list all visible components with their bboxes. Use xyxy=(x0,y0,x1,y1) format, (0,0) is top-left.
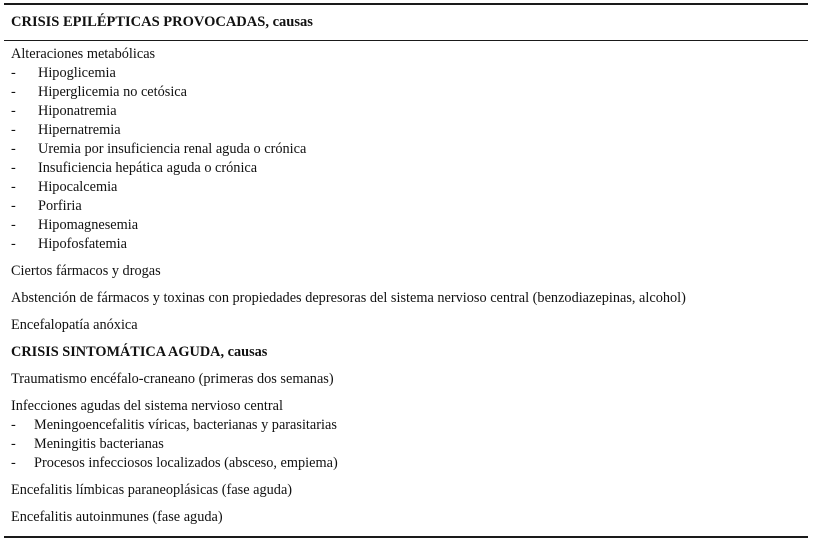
list-item xyxy=(11,64,808,83)
withdrawal-row: Abstención de fármacos y toxinas con propiedades depresoras del sistema nervioso central (benzodiazepinas, alcohol) xyxy=(11,290,686,306)
dash-bullet: - xyxy=(11,160,16,176)
list-item xyxy=(11,235,808,254)
list-item-text: Hipernatremia xyxy=(38,122,121,138)
dash-bullet: - xyxy=(11,436,16,452)
list-item xyxy=(11,216,808,235)
metabolic-list xyxy=(11,64,808,254)
list-item-text: Meningitis bacterianas xyxy=(34,436,164,452)
dash-bullet: - xyxy=(11,198,16,214)
table-header: CRISIS EPILÉPTICAS PROVOCADAS, causas xyxy=(11,14,313,30)
autoimmune-row: Encefalitis autoinmunes (fase aguda) xyxy=(11,509,223,525)
table-body xyxy=(4,41,808,536)
list-item xyxy=(11,197,808,216)
list-item-text: Hipocalcemia xyxy=(38,179,118,195)
dash-bullet: - xyxy=(11,84,16,100)
infections-label: Infecciones agudas del sistema nervioso central xyxy=(11,398,283,414)
dash-bullet: - xyxy=(11,217,16,233)
list-item-text: Uremia por insuficiencia renal aguda o crónica xyxy=(38,141,307,157)
list-item xyxy=(11,121,808,140)
infections-list xyxy=(11,416,808,473)
list-item xyxy=(11,140,808,159)
list-item-text: Procesos infecciosos localizados (absceso, empiema) xyxy=(34,455,338,471)
bottom-rule xyxy=(4,536,808,538)
list-item xyxy=(11,159,808,178)
causes-table xyxy=(4,3,808,538)
list-item-text: Hiponatremia xyxy=(38,103,117,119)
list-item-text: Hipofosfatemia xyxy=(38,236,127,252)
dash-bullet: - xyxy=(11,141,16,157)
list-item xyxy=(11,83,808,102)
trauma-row: Traumatismo encéfalo-craneano (primeras dos semanas) xyxy=(11,371,334,387)
list-item-text: Hiperglicemia no cetósica xyxy=(38,84,188,100)
list-item xyxy=(11,102,808,121)
list-item xyxy=(11,416,808,435)
list-item-text: Porfiria xyxy=(38,198,82,214)
metabolic-label: Alteraciones metabólicas xyxy=(11,46,156,62)
dash-bullet: - xyxy=(11,122,16,138)
list-item xyxy=(11,435,808,454)
list-item xyxy=(11,454,808,473)
list-item-text: Insuficiencia hepática aguda o crónica xyxy=(38,160,258,176)
list-item-text: Meningoencefalitis víricas, bacterianas y parasitarias xyxy=(34,417,337,433)
dash-bullet: - xyxy=(11,179,16,195)
dash-bullet: - xyxy=(11,236,16,252)
list-item xyxy=(11,178,808,197)
drugs-row: Ciertos fármacos y drogas xyxy=(11,263,161,279)
section2-title: CRISIS SINTOMÁTICA AGUDA, causas xyxy=(11,344,268,360)
dash-bullet: - xyxy=(11,455,16,471)
list-item-text: Hipoglicemia xyxy=(38,65,116,81)
dash-bullet: - xyxy=(11,65,16,81)
dash-bullet: - xyxy=(11,103,16,119)
list-item-text: Hipomagnesemia xyxy=(38,217,139,233)
limbic-row: Encefalitis límbicas paraneoplásicas (fase aguda) xyxy=(11,482,293,498)
dash-bullet: - xyxy=(11,417,16,433)
anoxic-row: Encefalopatía anóxica xyxy=(11,317,138,333)
